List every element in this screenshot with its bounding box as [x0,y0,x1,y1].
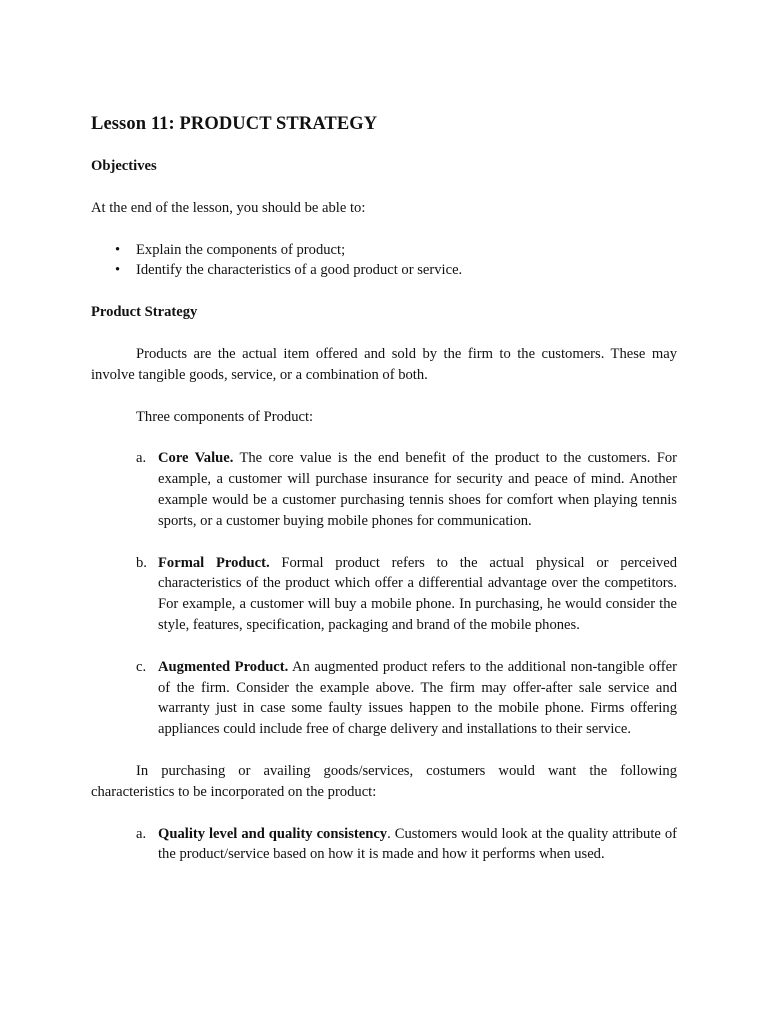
lesson-title: Lesson 11: PRODUCT STRATEGY [91,114,378,134]
list-marker: c. [136,658,147,675]
product-strategy-heading: Product Strategy [91,304,198,321]
component-term: Augmented Product. [158,658,289,675]
bullet-icon: • [115,262,121,279]
objectives-heading: Objectives [91,158,157,174]
objective-text: Explain the components of product; [136,241,346,258]
objective-item [91,260,677,281]
components-intro: Three components of Product: [136,408,314,425]
characteristics-intro: In purchasing or availing goods/services, costumers would want the following characteristics to be incorporated on the product: [91,762,677,800]
components-list [91,448,677,740]
component-text: Formal product refers to the actual physical or perceived characteristics of the product which offer a differential advantage over the competitors. For example, a customer will buy a mobile phone. In purchasing, he would consider the style, features, specification, packaging and brand of the mobile phones. [158,554,677,633]
component-text: An augmented product refers to the additional non-tangible offer of the firm. Consider the example above. The firm may offer-after sale service and warranty just in case some faulty issues happen to the mobile phone. Firms offering appliances could include free of charge delivery and installations to their service. [158,658,677,738]
component-term: Formal Product. [158,554,270,571]
component-term: Core Value. [158,450,234,467]
list-marker: a. [136,450,147,467]
component-item [91,553,677,636]
component-text: The core value is the end benefit of the product to the customers. For example, a customer will purchase insurance for security and peace of mind. Another example would be a customer purchasing tennis shoes for comfort when playing tennis sports, or a customer buying mobile phones for communication. [158,450,677,529]
component-item [91,448,677,531]
characteristic-item [91,824,677,866]
objective-text: Identify the characteristics of a good product or service. [136,262,463,279]
characteristics-list [91,824,677,866]
objective-item [91,240,677,261]
list-marker: a. [136,825,147,842]
objectives-intro: At the end of the lesson, you should be able to: [91,199,366,216]
list-marker: b. [136,554,147,571]
characteristic-term: Quality level and quality consistency [158,825,388,842]
product-strategy-paragraph: Products are the actual item offered and sold by the firm to the customers. These may involve tangible goods, service, or a combination of both. [91,345,677,383]
bullet-icon: • [115,241,121,258]
characteristic-text: . Customers would look at the quality attribute of the product/service based on how it is made and how it performs when used. [158,825,678,863]
document-content [91,112,677,886]
objectives-list [91,240,677,282]
component-item [91,657,677,740]
